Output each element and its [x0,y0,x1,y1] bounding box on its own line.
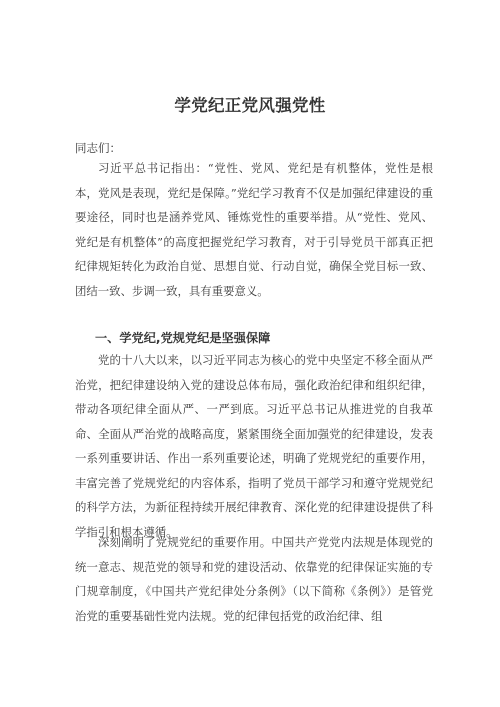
document-title: 学党纪正党风强党性 [174,96,326,115]
paragraph-section-1: 党的十八大以来，以习近平同志为核心的党中央坚定不移全面从严治党，把纪律建设纳入党的建设总体布局，强化政治纪律和组织纪律，带动各项纪律全面从严、一严到底。习近平总书记从推进党的自我革命、全面从严治党的战略高度，紧紧围绕全面加强党的纪律建设，发表一系列重要讲话、作出一系列重要论述，明确了党规党纪的重要作用，丰富完善了党规党纪的内容体系，指明了党员干部学习和遵守党规党纪的科学方法，为新征程持续开展纪律教育、深化党的纪律建设提供了科学指引和根本遵循。 [75,353,433,539]
paragraph-section-2: 深刻阐明了党规党纪的重要作用。中国共产党党内法规是体现党的统一意志、规范党的领导和党的建设活动、依靠党的纪律保证实施的专门规章制度，《中国共产党纪律处分条例》（以下简称《条例》）是管党治党的重要基础性党内法规。党的纪律包括党的政治纪律、组 [75,535,433,623]
section-heading: 一、学党纪,党规党纪是坚强保障 [95,331,271,345]
paragraph-intro: 习近平总书记指出：“党性、党风、党纪是有机整体，党性是根本，党风是表现，党纪是保障。”党纪学习教育不仅是加强纪律建设的重要途径，同时也是涵养党风、锤炼党性的重要举措。从“党性、党风、党纪是有机整体”的高度把握党纪学习教育，对于引导党员干部真正把纪律规矩转化为政治自觉、思想自觉、行动自觉，确保全党目标一致、团结一致、步调一致，具有重要意义。 [75,161,433,298]
salutation: 同志们： [75,141,121,155]
